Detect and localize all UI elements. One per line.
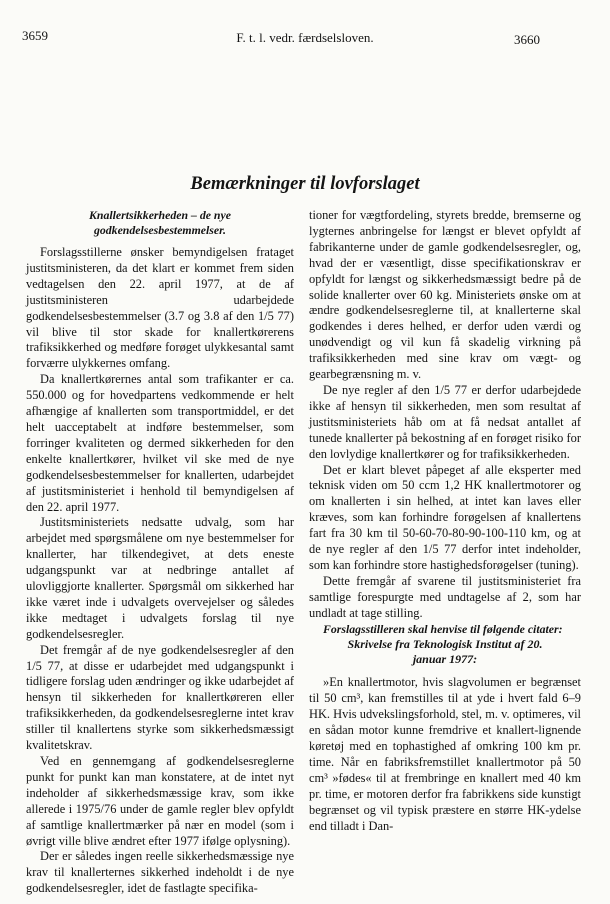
paragraph: Forslagsstillerne ønsker bemyndigelsen frataget justitsministeren, da det klart er kommet frem siden vedtagelsen den 22. april 1977, at de af justitsministeren udarbejdede godkendelsesbestemmelser (3.7 og 3.8 af den 1/5 77) vil blive til stor skade for knallertkørerens trafiksikkerhed og medføre forøget ulykkesantal samt forværre ulykkernes omfang. xyxy=(26,245,294,371)
page-number-right: 3660 xyxy=(514,32,540,47)
paragraph: tioner for vægtfordeling, styrets bredde, bremserne og lygternes anbringelse for længst er blevet opfyldt af fabrikanterne under de gamle godkendelsesregler, og, hvad der er væsentligt, disse specifikationskrav er opfyldt for længst og sikkerhedsmæssigt bedre på de solide knallerter over 60 kg. Ministeriets ønske om at ændre godkendelsesreglerne til, at knallerterne skal godkendes i deres helhed, er derfor uden værdi og unødvendigt og vil kun få skadelig virkning på trafiksikkerheden med sine krav om vægt- og gearbegrænsning m. v. xyxy=(309,208,581,382)
paragraph: Ved en gennemgang af godkendelsesreglerne punkt for punkt kan man konstatere, at de intet nyt indeholder af sikkerhedsmæssige krav, som ikke allerede i 1975/76 under de gamle regler blev opfyldt af samtlige knallertmærker på nær en model (som i øvrigt ville blive ændret efter 1977 ifølge oplysning). xyxy=(26,754,294,848)
quote-paragraph: »En knallertmotor, hvis slagvolumen er begrænset til 50 cm³, kan fremstilles til at yde i hvert fald 6–9 HK. Hvis udvekslingsforhold, stel, m. v. optimeres, vil en sådan motor kunne fremdrive et knallert-lignende køretøj med en tophastighed af omkring 100 km pr. time. Når en fabriksfremstillet knallertmotor på 50 cm³ »fødes« til at frembringe en knallert med 40 km pr. time, er motoren derfor fra fabrikkens side kunstigt begrænset og vil typisk præstere en større HK-ydelse end tilladt i Dan- xyxy=(309,675,581,833)
section-title: Bemærkninger til lovforslaget xyxy=(190,174,420,194)
left-column xyxy=(26,208,294,897)
paragraph: Det er klart blevet påpeget af alle eksperter med teknisk viden om 50 ccm 1,2 HK knallertmotorer og om knallerten i sin helhed, at intet kan laves eller kræves, som kan forhindre forøgelsen af knallertens fart fra 30 km til 50-60-70-80-90-100-110 km, og at de nye regler af den 1/5 77 derfor intet indeholder, som kan forhindre store hastighedsforøgelser (tuning). xyxy=(309,462,581,572)
citation-lead: Forslagsstilleren skal henvise til følgende citater: xyxy=(323,621,563,636)
paragraph: Dette fremgår af svarene til justitsministeriet fra samtlige forespurgte med undtagelse af 2, som har undladt at tage stilling. xyxy=(309,573,581,620)
paragraph: Det fremgår af de nye godkendelsesregler af den 1/5 77, at disse er udarbejdet med udgangspunkt i tidligere forslag uden ændringer og ikke udarbejdet af hensyn til sikkerheden for knallertkøreren eller trafiksikkerheden, da godkendelsesreglerne intet krav stiller til knallertens styrke som sikkerhedsmæssigt kvalitetskrav. xyxy=(26,642,294,753)
right-column xyxy=(309,208,581,835)
paragraph: De nye regler af den 1/5 77 er derfor udarbejdede ikke af hensyn til sikkerheden, men som resultat af justitsministeriets håb om at få nedsat antallet af tunede knallerter på bekostning af en forøget risiko for den lovlydige knallertkører og for trafiksikkerheden. xyxy=(309,382,581,461)
paragraph: Der er således ingen reelle sikkerhedsmæssige nye krav til knallerternes sikkerhed indeholdt i de nye godkendelsesregler, idet de fastlagte specifika- xyxy=(26,849,294,896)
running-header-title: F. t. l. vedr. færdselsloven. xyxy=(236,30,374,45)
quote-heading: Skrivelse fra Teknologisk Institut af 20. januar 1977: xyxy=(347,637,543,667)
left-subheading: Knallertsikkerheden – de nye godkendelsesbestemmelser. xyxy=(89,208,231,237)
paragraph: Da knallertkørernes antal som trafikanter er ca. 550.000 og for hovedpartens vedkommende er helt afhængige af knallerten som transportmiddel, er det helt uacceptabelt at indføre bestemmelser, som forringer kvaliteten og dermed sikkerheden for den enkelte knallertkører, hvilket vil ske med de nye godkendelsesbestemmelser for knallerten, udarbejdet af justitsministeriet i henhold til bemyndigelsen af den 22. april 1977. xyxy=(26,372,294,514)
page-number-left: 3659 xyxy=(22,28,48,43)
paragraph: Justitsministeriets nedsatte udvalg, som har arbejdet med spørgsmålene om nye bestemmelser for knallerter, har tilkendegivet, at dets eneste udgangspunkt var at nedbringe antallet af ulovliggjorte knallerter. Spørgsmål om sikkerhed har ikke været inde i udvalgets overvejelser og således ikke medtaget i udvalgets forslag til nye godkendelsesregler. xyxy=(26,515,294,641)
